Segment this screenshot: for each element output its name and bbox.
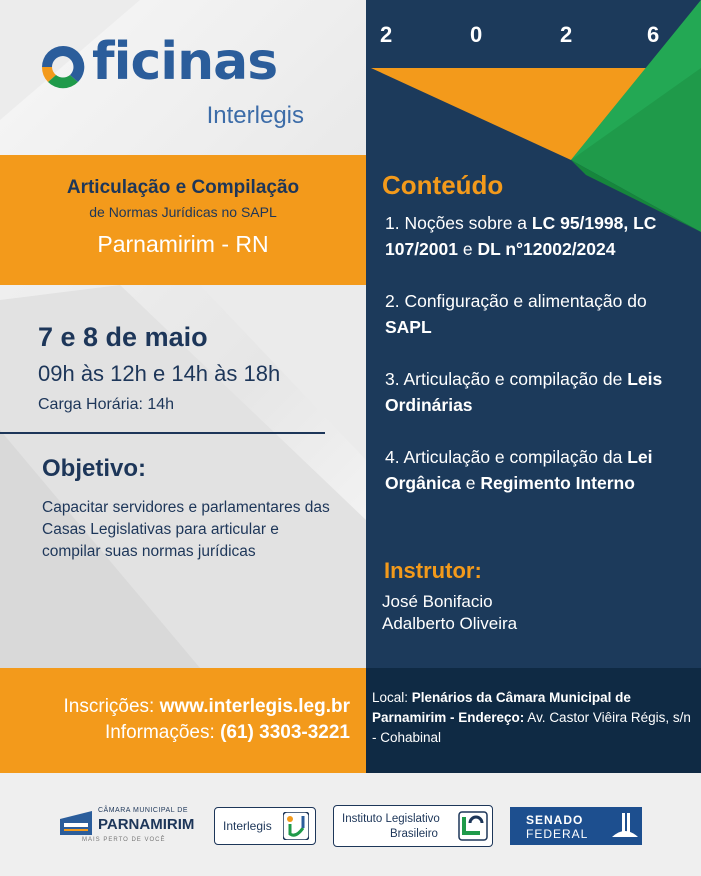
- camara-top: CÂMARA MUNICIPAL DE: [98, 807, 189, 814]
- content-panel: [366, 0, 701, 668]
- year-digit: 0: [470, 22, 483, 47]
- item-bold: Lei Orgânica: [385, 447, 653, 493]
- item-text: 2. Configuração e alimentação do: [385, 291, 647, 311]
- senado-federal-logo: [510, 807, 642, 845]
- instructor-title: Instrutor:: [384, 558, 482, 583]
- content-item: [385, 288, 685, 340]
- ilb-icon: [458, 811, 488, 841]
- event-hours: 09h às 12h e 14h às 18h: [38, 361, 281, 386]
- ilb-line2: Brasileiro: [390, 828, 438, 840]
- course-title: Articulação e Compilação: [66, 177, 300, 198]
- item-text: 1. Noções sobre a: [385, 213, 532, 233]
- content-item: [385, 444, 685, 496]
- logo-o-icon: [38, 42, 88, 92]
- divider: [0, 432, 325, 434]
- item-text: e: [458, 239, 478, 259]
- content-title: Conteúdo: [382, 170, 504, 200]
- event-date: 7 e 8 de maio: [38, 322, 208, 352]
- ilb-line1: Instituto Legislativo: [342, 813, 440, 825]
- location-label: Local:: [372, 690, 412, 705]
- location-text: [372, 688, 694, 748]
- building-icon: [58, 809, 94, 837]
- year-digit: 2: [380, 22, 393, 47]
- location-band: [366, 668, 701, 773]
- content-item: [385, 210, 685, 262]
- interlegis-label: Interlegis: [223, 819, 272, 833]
- objective-title: Objetivo:: [42, 455, 147, 482]
- oficinas-logo: [38, 34, 318, 134]
- senado-line2: FEDERAL: [526, 827, 589, 841]
- senado-line1: SENADO: [526, 813, 584, 827]
- congress-icon: [610, 811, 640, 841]
- camara-tagline: MAIS PERTO DE VOCÊ: [82, 837, 166, 843]
- registration-label: Inscrições:: [63, 696, 160, 717]
- year-digit: 2: [560, 22, 573, 47]
- logo-subtitle: Interlegis: [206, 102, 304, 129]
- location-address: Av. Castor Viêira Régis, s/n - Cohabinal: [372, 710, 691, 745]
- registration-band: [0, 668, 366, 773]
- camara-parnamirim-logo: [58, 807, 198, 847]
- item-text: 3. Articulação e compilação de: [385, 369, 628, 389]
- interlegis-icon: [283, 812, 309, 840]
- logo-word: ficinas: [92, 32, 278, 92]
- year-digit: 6: [647, 22, 660, 47]
- item-text: 4. Articulação e compilação da: [385, 447, 628, 467]
- info-label: Informações:: [104, 722, 221, 743]
- registration-line: [64, 696, 350, 718]
- item-bold: DL n°12002/2024: [477, 239, 616, 259]
- interlegis-logo: [214, 807, 316, 845]
- objective-text: Capacitar servidores e parlamentares das Casas Legislativas para articular e compilar suas normas jurídicas: [42, 499, 330, 560]
- info-line: [105, 722, 350, 744]
- content-list: [385, 210, 685, 496]
- camara-name: PARNAMIRIM: [98, 816, 195, 833]
- course-title-band: [0, 155, 366, 285]
- instructor-name: José Bonifacio: [382, 592, 493, 611]
- item-bold: SAPL: [385, 317, 432, 337]
- item-bold: LC 95/1998, LC 107/2001: [385, 213, 657, 259]
- info-phone: (61) 3303-3221: [220, 722, 350, 743]
- location-place: Plenários da Câmara Municipal de Parnamirim - Endereço:: [372, 690, 631, 725]
- instructor-name: Adalberto Oliveira: [382, 614, 518, 633]
- item-text: e: [460, 473, 481, 493]
- course-city: Parnamirim - RN: [97, 231, 269, 257]
- item-bold: Regimento Interno: [480, 473, 635, 493]
- registration-site-link[interactable]: www.interlegis.leg.br: [159, 696, 350, 717]
- item-bold: Leis Ordinárias: [385, 369, 663, 415]
- ilb-logo: [333, 805, 493, 847]
- event-workload: Carga Horária: 14h: [38, 396, 175, 413]
- partner-logos: [0, 773, 701, 876]
- course-subtitle: de Normas Jurídicas no SAPL: [89, 204, 277, 220]
- content-item: [385, 366, 685, 418]
